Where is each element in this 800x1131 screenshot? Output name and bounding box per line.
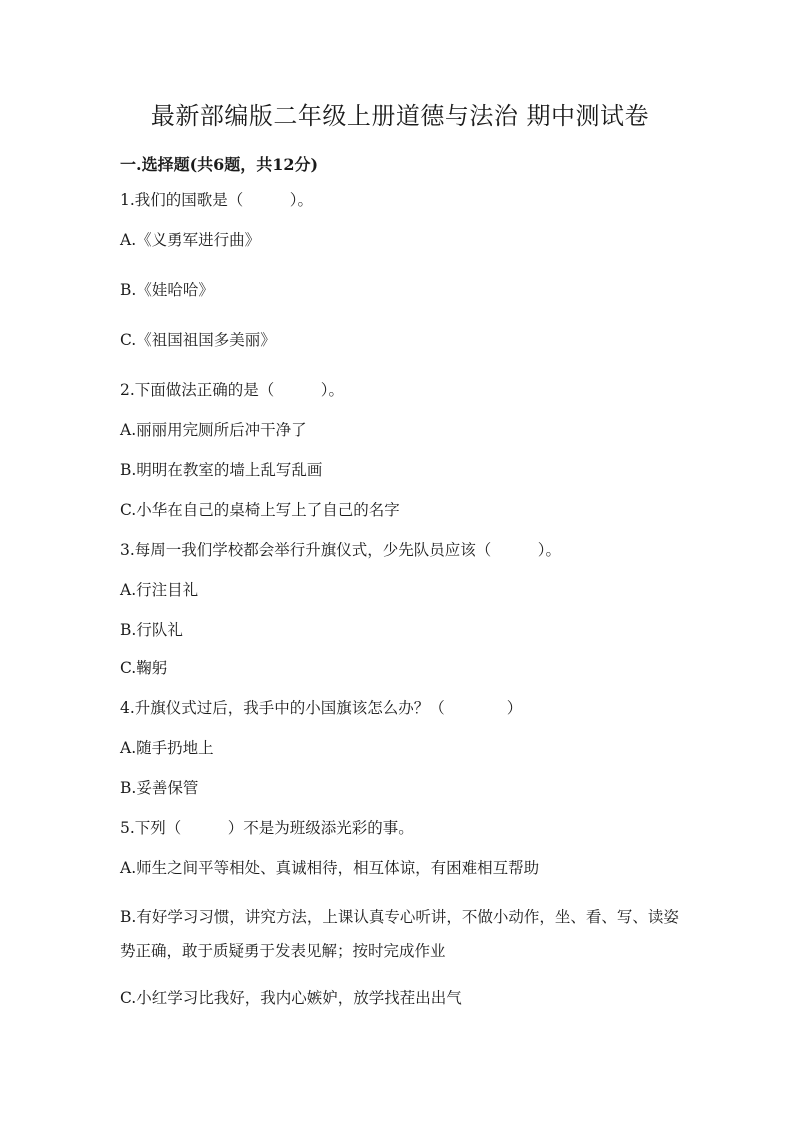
option-text: B.明明在教室的墙上乱写乱画 [120, 461, 323, 479]
question-stem: 4.升旗仪式过后，我手中的小国旗该怎么办？（ ） [120, 699, 523, 717]
question-stem: 2.下面做法正确的是（ ）。 [120, 381, 345, 399]
option-text: A.随手扔地上 [120, 739, 214, 757]
option-text: C.《祖国祖国多美丽》 [120, 331, 276, 349]
option-text: C.小华在自己的桌椅上写上了自己的名字 [120, 501, 400, 519]
option-text: C.小红学习比我好，我内心嫉妒，放学找茬出出气 [120, 989, 462, 1007]
question-stem: 3.每周一我们学校都会举行升旗仪式，少先队员应该（ ）。 [120, 541, 562, 559]
question-stem: 5.下列（ ）不是为班级添光彩的事。 [120, 819, 414, 837]
section-heading: 一.选择题(共6题，共12分) [120, 155, 319, 174]
option-text: A.师生之间平等相处、真诚相待，相互体谅，有困难相互帮助 [120, 859, 540, 877]
option-text: A.行注目礼 [120, 581, 199, 599]
option-text: A.《义勇军进行曲》 [120, 231, 261, 249]
page-title: 最新部编版二年级上册道德与法治 期中测试卷 [150, 102, 650, 130]
option-text: B.妥善保管 [120, 779, 199, 797]
option-text: A.丽丽用完厕所后冲干净了 [120, 421, 307, 439]
option-text: B.《娃哈哈》 [120, 281, 214, 299]
option-text: B.有好学习习惯，讲究方法，上课认真专心听讲，不做小动作，坐、看、写、读姿势正确，敢于质疑勇于发表见解；按时完成作业 [120, 908, 679, 960]
question-stem: 1.我们的国歌是（ ）。 [120, 191, 314, 209]
option-text: C.鞠躬 [120, 659, 168, 677]
option-text: B.行队礼 [120, 621, 183, 639]
